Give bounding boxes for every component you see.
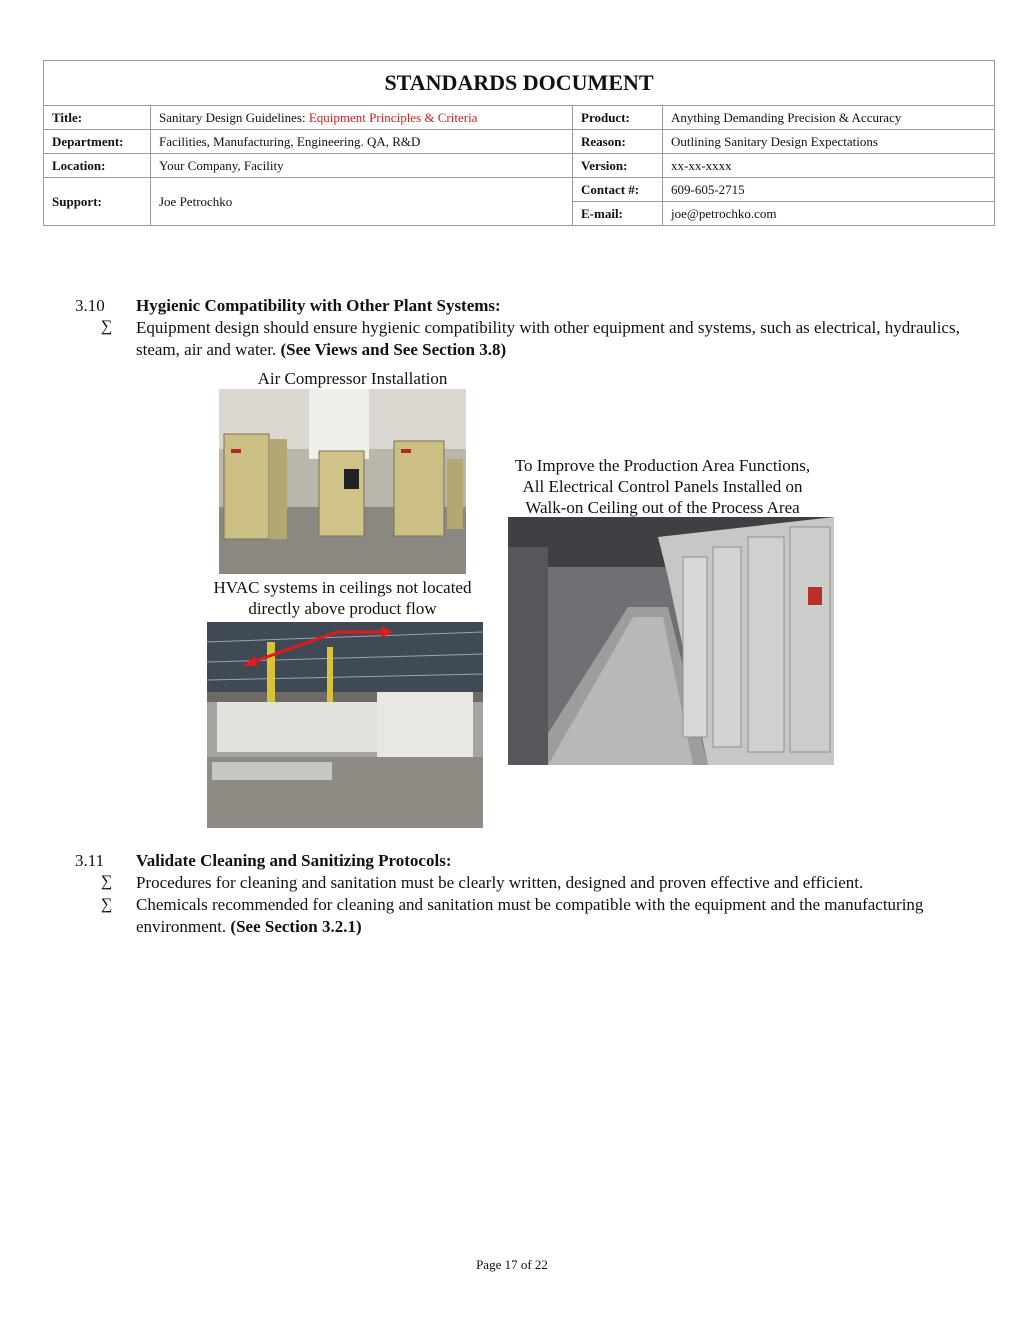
- title-value: [151, 106, 573, 130]
- hvac-caption-line-2: directly above product flow: [248, 599, 437, 618]
- air-compressor-caption: Air Compressor Installation: [257, 369, 448, 388]
- title-prefix: Sanitary Design Guidelines:: [159, 109, 309, 125]
- bullet-icon: ∑: [101, 873, 113, 890]
- support-label: Support:: [44, 178, 151, 226]
- location-label: Location:: [44, 154, 151, 178]
- email-label: E-mail:: [573, 202, 663, 226]
- product-label: Product:: [573, 106, 663, 130]
- contact-value: 609-605-2715: [663, 178, 995, 202]
- hvac-caption-line-1: HVAC systems in ceilings not located: [213, 578, 472, 597]
- bullet-text-1: Procedures for cleaning and sanitation must be clearly written, designed and proven effective and efficient.: [136, 873, 864, 892]
- reason-label: Reason:: [573, 130, 663, 154]
- version-value: xx-xx-xxxx: [663, 154, 995, 178]
- email-value: joe@petrochko.com: [663, 202, 995, 226]
- bullet-reference: (See Section 3.2.1): [230, 917, 362, 936]
- page-number: Page 17 of 22: [476, 1257, 548, 1272]
- electrical-panels-photo: [508, 517, 834, 765]
- air-compressor-photo: [219, 389, 466, 574]
- bullet-icon: ∑: [101, 318, 113, 335]
- bullet-body: Equipment design should ensure hygienic compatibility with other equipment and systems, such as electrical, hydraulics, steam, air and water.: [136, 318, 960, 359]
- bullet-body: Chemicals recommended for cleaning and sanitation must be compatible with the equipment and the manufacturing environment.: [136, 895, 924, 936]
- electrical-caption-line-2: All Electrical Control Panels Installed on: [522, 477, 803, 496]
- electrical-caption-line-3: Walk-on Ceiling out of the Process Area: [525, 498, 800, 517]
- version-label: Version:: [573, 154, 663, 178]
- hvac-photo: [207, 622, 483, 828]
- hvac-caption: [190, 577, 495, 619]
- location-value: Your Company, Facility: [151, 154, 573, 178]
- title-label: Title:: [44, 106, 151, 130]
- department-value: Facilities, Manufacturing, Engineering. QA, R&D: [151, 130, 573, 154]
- document-title: STANDARDS DOCUMENT: [44, 61, 995, 106]
- product-value: Anything Demanding Precision & Accuracy: [663, 106, 995, 130]
- title-highlight: Equipment Principles & Criteria: [308, 109, 478, 125]
- electrical-panels-caption: [490, 455, 835, 518]
- reason-value: Outlining Sanitary Design Expectations: [663, 130, 995, 154]
- bullet-text: [136, 317, 996, 361]
- bullet-text-2: [136, 894, 996, 938]
- electrical-caption-line-1: To Improve the Production Area Functions,: [514, 456, 811, 475]
- section-title: Validate Cleaning and Sanitizing Protocols:: [136, 851, 452, 870]
- contact-label: Contact #:: [573, 178, 663, 202]
- standards-header-table: [43, 60, 995, 226]
- support-value: Joe Petrochko: [151, 178, 573, 226]
- department-label: Department:: [44, 130, 151, 154]
- bullet-icon: ∑: [101, 896, 113, 913]
- section-number: 3.10: [75, 296, 105, 315]
- section-title: Hygienic Compatibility with Other Plant Systems:: [136, 296, 501, 315]
- section-number: 3.11: [75, 851, 105, 870]
- bullet-reference: (See Views and See Section 3.8): [280, 340, 507, 359]
